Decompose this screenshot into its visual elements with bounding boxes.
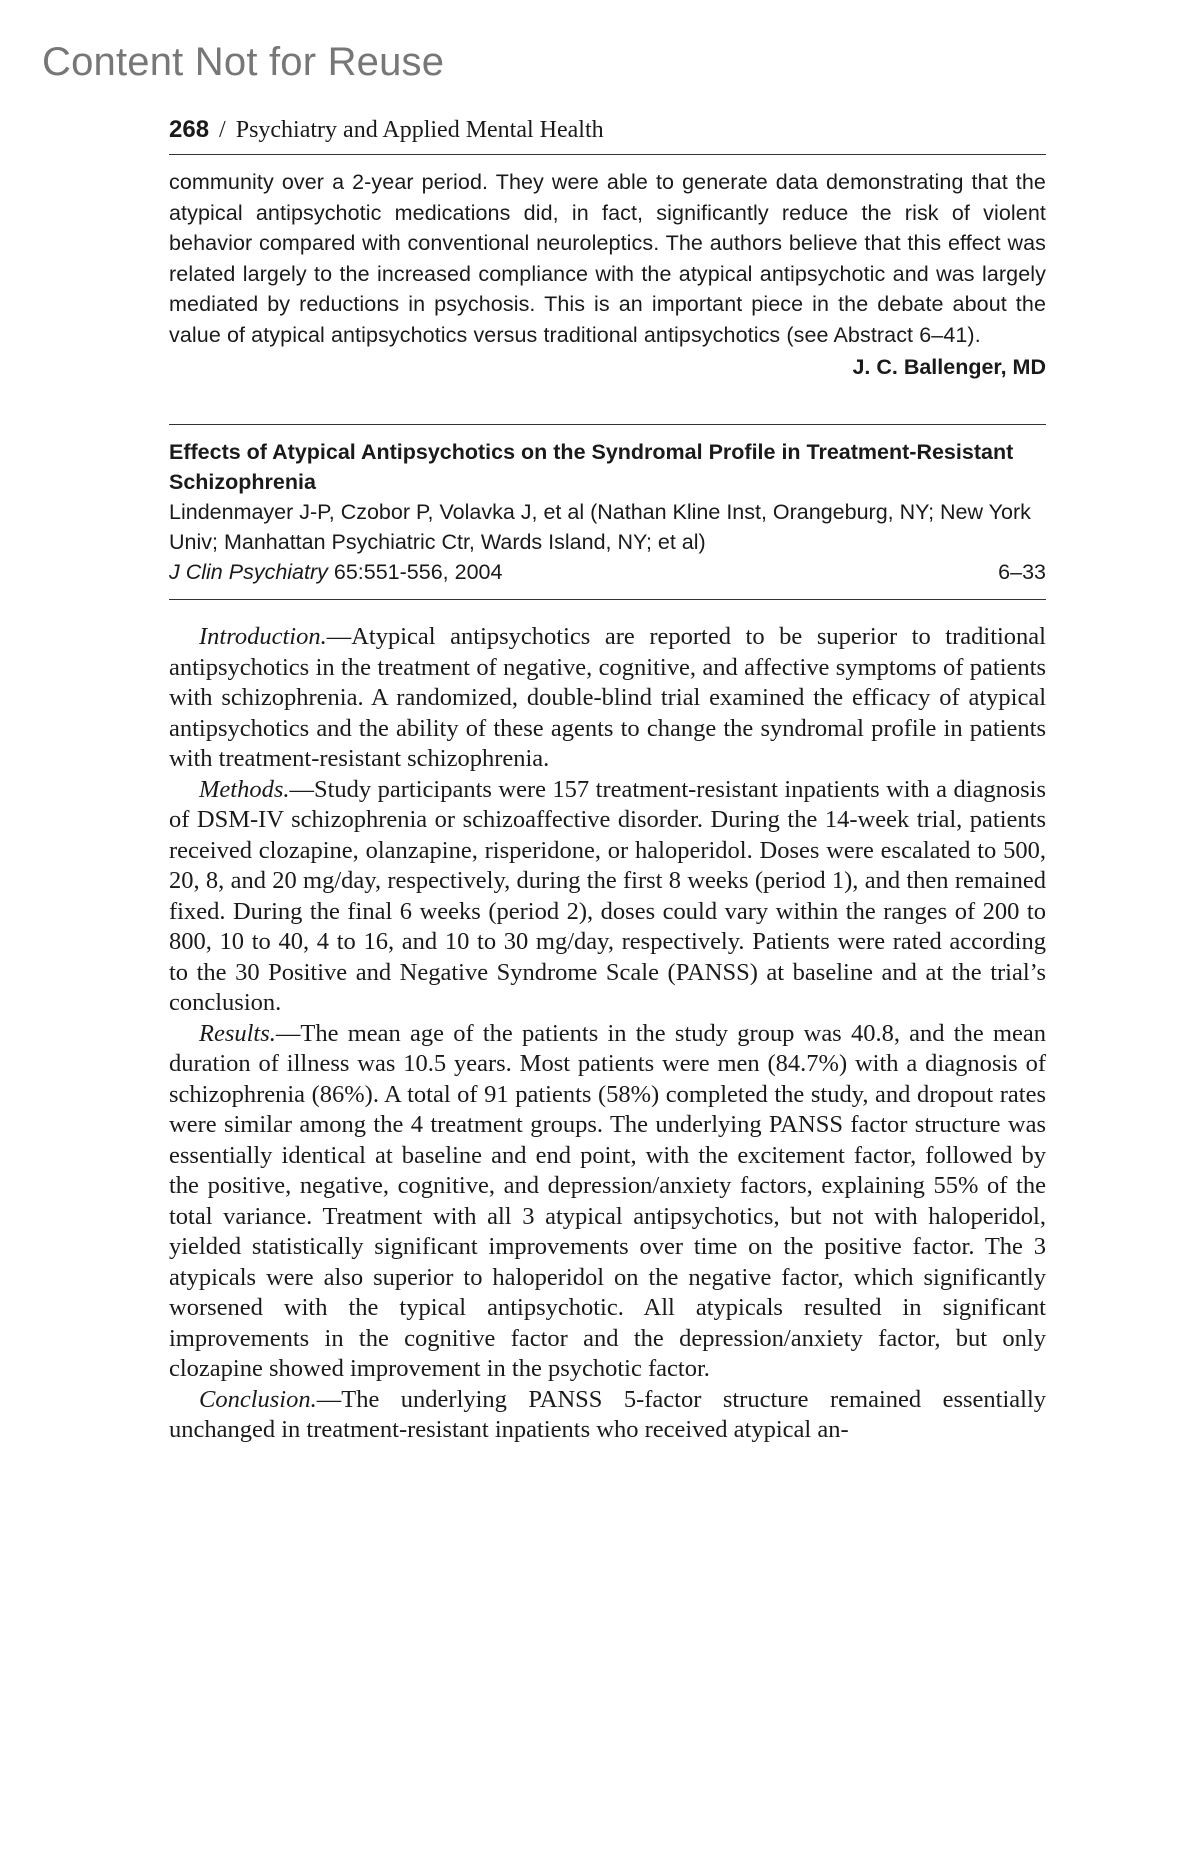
section-text: —The underlying PANSS 5-factor structure remained essentially unchanged in treatment-resistant inpatients who received atypical an- [169,1385,1046,1443]
abstract-authors: Lindenmayer J-P, Czobor P, Volavka J, et al (Nathan Kline Inst, Orangeburg, NY; New York Univ; Manhattan Psychiatric Ctr, Wards Island, NY; et al) [169,500,1031,554]
section-results [169,1019,1046,1385]
section-label: Methods. [199,775,290,803]
watermark: Content Not for Reuse [42,40,445,84]
section-text: —The mean age of the patients in the study group was 40.8, and the mean duration of illness was 10.5 years. Most patients were men (84.7%) with a diagnosis of schizophrenia (86%). A total of 91 patients (58%) completed the study, and dropout rates were similar among the 4 treatment groups. The underlying PANSS factor structure was essentially identical at baseline and end point, with the excitement factor, followed by the positive, negative, cognitive, and depression/anxiety factors, explaining 55% of the total variance. Treatment with all 3 atypical antipsychotics, but not with haloperidol, yielded statistically significant improvements over time on the positive factor. The 3 atypicals were also superior to haloperidol on the negative factor, which significantly worsened with the typical antipsychotic. All atypicals resulted in significant improvements in the cognitive factor and the depression/anxiety factor, but only clozapine showed improvement in the psychotic factor. [169,1019,1046,1382]
abstract-body [169,622,1046,1446]
running-head [169,110,1046,155]
citation-details: 65:551-556, 2004 [327,560,503,584]
abstract-header [169,424,1046,600]
section-label: Conclusion. [199,1385,317,1413]
page [169,110,1046,1446]
section-methods [169,775,1046,1019]
page-number: 268 [169,116,210,143]
section-conclusion [169,1385,1046,1446]
section-introduction [169,622,1046,775]
journal-title: Psychiatry and Applied Mental Health [235,117,604,143]
citation-journal: J Clin Psychiatry [169,560,328,584]
abstract-title: Effects of Atypical Antipsychotics on the Syndromal Profile in Treatment-Resistant Schizophrenia [169,440,1014,494]
citation [169,557,502,587]
abstract-number: 6–33 [998,560,1046,584]
section-label: Introduction. [199,623,327,650]
citation-row [169,557,1046,587]
section-label: Results. [199,1019,276,1047]
section-text: —Atypical antipsychotics are reported to be superior to traditional antipsychotics in the treatment of negative, cognitive, and affective symptoms of patients with schizophrenia. A randomized, double-blind trial examined the efficacy of atypical antipsychotics and the ability of these agents to change the syndromal profile in patients with treatment-resistant schizophrenia. [169,623,1046,772]
commentary-author: J. C. Ballenger, MD [852,355,1046,379]
section-text: —Study participants were 157 treatment-resistant inpatients with a diagnosis of DSM-IV schizophrenia or schizoaffective disorder. During the 14-week trial, patients received clozapine, olanzapine, risperidone, or haloperidol. Doses were escalated to 500, 20, 8, and 20 mg/day, respectively, during the first 8 weeks (period 1), and then remained fixed. During the final 6 weeks (period 2), doses could vary within the ranges of 200 to 800, 10 to 40, 4 to 16, and 10 to 30 mg/day, respectively. Patients were rated according to the 30 Positive and Negative Syndrome Scale (PANSS) at baseline and at the trial’s conclusion. [169,775,1046,1016]
commentary-paragraph: community over a 2-year period. They were able to generate data demonstrating that the atypical antipsychotic medications did, in fact, significantly reduce the risk of violent behavior compared with conventional neuroleptics. The authors believe that this effect was related largely to the increased compliance with the atypical antipsychotic and was largely mediated by reductions in psychosis. This is an important piece in the debate about the value of atypical antipsychotics versus traditional antipsychotics (see Abstract 6–41). [169,170,1046,347]
running-head-separator: / [219,117,226,143]
